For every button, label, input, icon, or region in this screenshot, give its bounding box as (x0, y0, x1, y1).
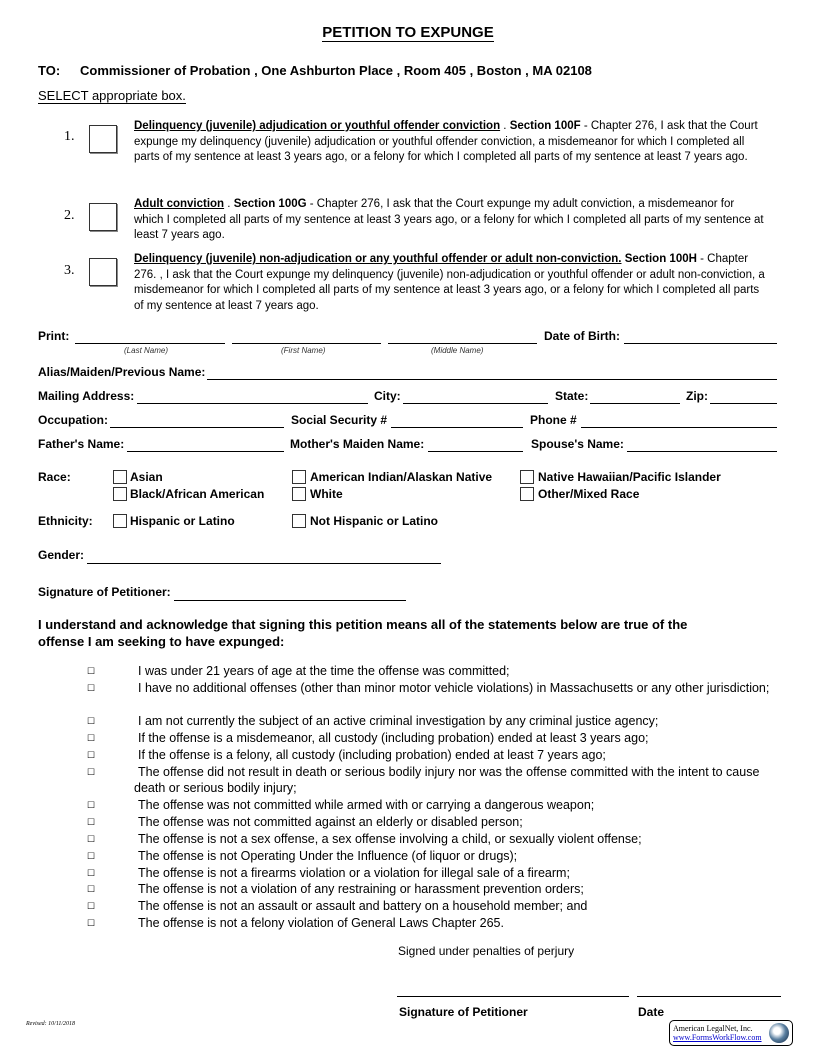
checkbox-bullet-icon: ☐ (87, 817, 96, 827)
first-name-field[interactable] (232, 343, 381, 344)
alias-field[interactable] (207, 379, 777, 380)
option-100f-checkbox[interactable] (89, 125, 117, 153)
select-instruction: SELECT appropriate box. (38, 88, 186, 103)
petition-page: PETITION TO EXPUNGE TO: Commissioner of Probation , One Ashburton Place , Room 405 , Boston , MA 02108 SELECT appropriate box. 1. Delinquency (juvenile) adjudication or youthful offender conviction . Section 100F - Chapter 276, I ask that the Court expunge my delinquency (juvenile) adjudication or youthful offender conviction, a misdemeanor for which I completed all parts of my sentence at least 3 years ago, or a felony for which I completed all parts of my sentence at least 7 years ago. 2. Adult conviction . Section 100G - Chapter 276, I ask that the Court expunge my adult conviction, a misdemeanor for which I completed all parts of my sentence at least 3 years ago, or a felony for which I completed all parts of my sentence at least 7 years ago. 3. Delinquency (juvenile) non-adjudication or any youthful offender or adult non-conviction. Section 100H - Chapter 276. , I ask that the Court expunge my delinquency (juvenile) non-adjudication or youthful offender or adult non-conviction, a misdemeanor for which I completed all parts of my sentence at least 3 years ago, or a felony for which I completed all parts of my sentence at least 7 years ago. Print: (Last Name) (First Name) (Middle Name) Date of Birth: Alias/Maiden/Previous Name: Mailing Address: City: State: Zip: Occupation: Social Security # Phone # Father's Name: Mother's Maiden Name: Spouse's Name: Race: Asian Black/African American American Indian/Alaskan Native White Native Hawaiian/Pacific Islander Other/Mixed Race Ethnicity: Hispanic or Latino Not Hispanic or Latino Gender: Signature of Petitioner: I understand and acknowledge that signing this petition means all of the statements below are true of the offense I am seeking to have expunged: ☐ I was under 21 years of age at the time the offense was committed; ☐ I have no additional offenses (other than minor motor vehicle violations) in Massachusetts or any other jurisdiction; ☐ I am not currently the subject of an active criminal investigation by any criminal justice agency; ☐ If the offense is a misdemeanor, all custody (including probation) ended at least 3 years ago; ☐ If the offense is a felony, all custody (including probation) ended at least 7 years ago; ☐ The offense did not result in death or serious bodily injury nor was the offense committed with the intent to cause death or serious bodily injury; ☐ The offense was not committed while armed with or carrying a dangerous weapon; ☐ The offense was not committed against an elderly or disabled person; ☐ The offense is not a sex offense, a sex offense involving a child, or sexually violent offense; ☐ The offense is not Operating Under the Influence (of liquor or drugs); ☐ The offense is not a firearms violation or a violation for illegal sale of a firearm; ☐ The offense is not a violation of any restraining or harassment prevention orders; ☐ The offense is not an assault or assault and battery on a household member; and ☐ The offense is not a felony violation of General Laws Chapter 265. Signed under penalties of perjury Signature of Petitioner Date Revised: 10/11/2018 American LegalNet, Inc. www.FormsWorkFlow.com (0, 0, 816, 1056)
option-100h-checkbox[interactable] (89, 258, 117, 286)
checkbox-bullet-icon: ☐ (87, 834, 96, 844)
checkbox-bullet-icon: ☐ (87, 851, 96, 861)
checkbox-bullet-icon: ☐ (87, 901, 96, 911)
last-name-field[interactable] (75, 343, 225, 344)
option-100g-checkbox[interactable] (89, 203, 117, 231)
race-other-checkbox[interactable] (520, 487, 534, 501)
race-american-indian-checkbox[interactable] (292, 470, 306, 484)
final-signature-field[interactable] (397, 996, 629, 997)
to-address: Commissioner of Probation , One Ashburton Place , Room 405 , Boston , MA 02108 (80, 63, 592, 78)
checkbox-bullet-icon: ☐ (87, 683, 96, 693)
race-black-checkbox[interactable] (113, 487, 127, 501)
petitioner-signature-field[interactable] (174, 600, 406, 601)
perjury-note: Signed under penalties of perjury (398, 944, 575, 958)
occupation-field[interactable] (110, 427, 284, 428)
page-title: PETITION TO EXPUNGE (322, 24, 494, 41)
globe-icon (769, 1023, 789, 1043)
mailing-address-field[interactable] (137, 403, 368, 404)
zip-field[interactable] (710, 403, 777, 404)
race-asian-checkbox[interactable] (113, 470, 127, 484)
checkbox-bullet-icon: ☐ (87, 918, 96, 928)
gender-field[interactable] (87, 563, 441, 564)
to-line: TO: Commissioner of Probation , One Ashburton Place , Room 405 , Boston , MA 02108 (38, 63, 592, 78)
phone-field[interactable] (581, 427, 777, 428)
final-date-field[interactable] (637, 996, 781, 997)
revised-date: Revised: 10/11/2018 (26, 1021, 76, 1027)
checkbox-bullet-icon: ☐ (87, 733, 96, 743)
publisher-logo: American LegalNet, Inc. www.FormsWorkFlow.com (669, 1020, 793, 1046)
ethnicity-not-hispanic-checkbox[interactable] (292, 514, 306, 528)
checkbox-bullet-icon: ☐ (87, 666, 96, 676)
state-field[interactable] (590, 403, 680, 404)
checkbox-bullet-icon: ☐ (87, 868, 96, 878)
father-name-field[interactable] (127, 451, 284, 452)
date-of-birth-field[interactable] (624, 343, 777, 344)
checkbox-bullet-icon: ☐ (87, 884, 96, 894)
acknowledgement: I understand and acknowledge that signing this petition means all of the statements below are true of the offense I am seeking to have expunged: (38, 617, 688, 649)
race-white-checkbox[interactable] (292, 487, 306, 501)
ethnicity-hispanic-checkbox[interactable] (113, 514, 127, 528)
race-native-hawaiian-checkbox[interactable] (520, 470, 534, 484)
checkbox-bullet-icon: ☐ (87, 716, 96, 726)
publisher-link[interactable]: www.FormsWorkFlow.com (673, 1033, 762, 1042)
spouse-name-field[interactable] (627, 451, 777, 452)
checkbox-bullet-icon: ☐ (87, 800, 96, 810)
checkbox-bullet-icon: ☐ (87, 767, 96, 777)
ssn-field[interactable] (391, 427, 523, 428)
city-field[interactable] (403, 403, 548, 404)
checkbox-bullet-icon: ☐ (87, 750, 96, 760)
middle-name-field[interactable] (388, 343, 537, 344)
mother-maiden-name-field[interactable] (428, 451, 523, 452)
